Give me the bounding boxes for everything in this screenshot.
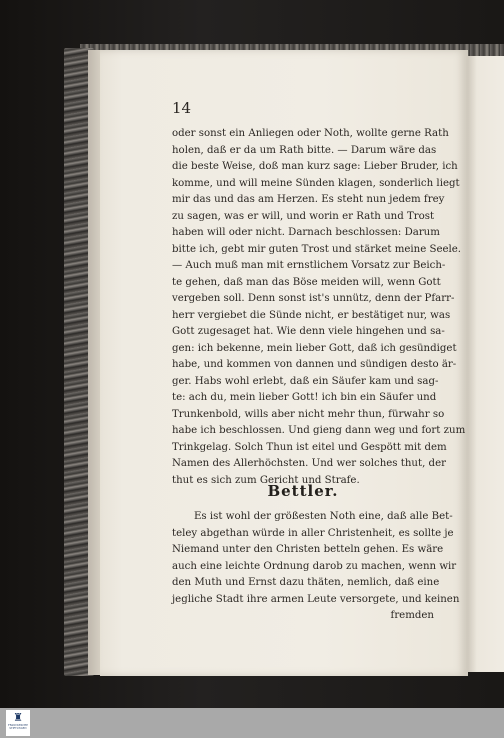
text-line: habe, und kommen von dannen und sündigen desto är- <box>172 359 457 370</box>
text-line: oder sonst ein Anliegen oder Noth, wollte gerne Rath <box>172 128 449 139</box>
tower-icon: ♜ <box>13 711 23 724</box>
facing-page-edge <box>468 56 504 672</box>
text-line: teley abgethan würde in aller Christenheit, es sollte je <box>172 527 454 539</box>
text-line: Gott zugesaget hat. Wie denn viele hingehen und sa- <box>172 326 445 337</box>
text-line: jegliche Stadt ihre armen Leute versorgete, und keinen <box>172 593 460 605</box>
text-line: holen, daß er da um Rath bitte. — Darum wäre das <box>172 144 437 156</box>
page-number: 14 <box>172 99 192 117</box>
text-line: auch eine leichte Ordnung darob zu machen, wenn wir <box>172 560 457 572</box>
text-line: habe ich beschlossen. Und gieng dann weg und fort zum <box>172 425 466 436</box>
text-line: thut es sich zum Gericht und Strafe. <box>172 474 360 486</box>
text-line: Trinkgelag. Solch Thun ist eitel und Gespött mit dem <box>172 441 447 453</box>
text-line: ger. Habs wohl erlebt, daß ein Säufer kam und sag- <box>172 375 439 387</box>
text-line: Niemand unter den Christen betteln gehen. Es wäre <box>172 544 444 555</box>
text-line: — Auch muß man mit ernstlichem Vorsatz zur Beich- <box>172 260 446 271</box>
text-line: herr vergiebet die Sünde nicht, er bestätiget nur, was <box>172 309 451 321</box>
text-line: Es ist wohl der größesten Noth eine, daß alle Bet- <box>194 511 453 522</box>
paragraph-confession <box>172 126 466 489</box>
library-logo[interactable] <box>6 710 30 736</box>
text-line: te gehen, daß man das Böse meiden will, wenn Gott <box>172 276 441 288</box>
text-line: Namen des Allerhöchsten. Und wer solches thut, der <box>172 458 446 469</box>
text-line: mir das und das am Herzen. Es steht nun jedem frey <box>172 194 445 205</box>
catchword: fremden <box>390 610 434 621</box>
text-line: den Muth und Ernst dazu thäten, nemlich, daß eine <box>172 577 440 588</box>
text-line: bitte ich, gebt mir guten Trost und stärket meine Seele. <box>172 243 462 255</box>
text-line: zu sagen, was er will, und worin er Rath und Trost <box>172 210 435 222</box>
text-line: komme, und will meine Sünden klagen, sonderlich liegt <box>172 177 460 189</box>
text-line: haben will oder nicht. Darnach beschlossen: Darum <box>172 227 440 238</box>
text-line: die beste Weise, doß man kurz sage: Lieber Bruder, ich <box>172 161 458 172</box>
logo-text: FRANCKESCHE STIFTUNGEN <box>8 724 28 730</box>
paragraph-beggars <box>172 509 460 625</box>
viewer-footer-bar <box>0 708 504 738</box>
text-line: Trunkenbold, wills aber nicht mehr thun, fürwahr so <box>172 408 445 420</box>
text-line: gen: ich bekenne, mein lieber Gott, daß ich gesündiget <box>172 342 457 354</box>
section-heading: Bettler. <box>267 482 339 500</box>
text-line: te: ach du, mein lieber Gott! ich bin ein Säufer und <box>172 392 437 403</box>
text-line: vergeben soll. Denn sonst ist's unnütz, denn der Pfarr- <box>172 293 455 304</box>
